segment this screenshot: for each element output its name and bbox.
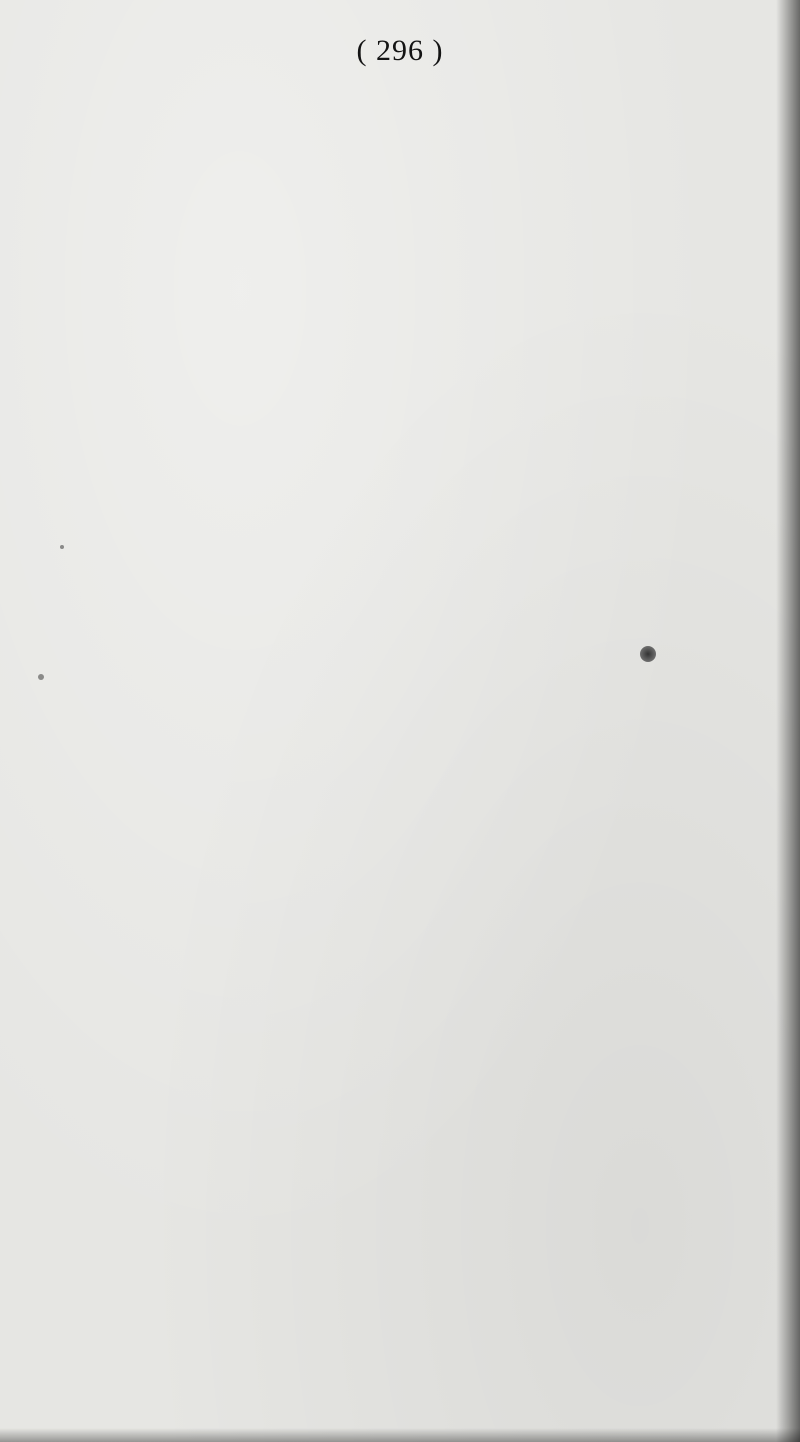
page-bottom-shadow xyxy=(0,1428,800,1442)
ink-speck xyxy=(640,646,656,662)
ink-speck xyxy=(38,674,44,680)
ink-speck xyxy=(60,545,64,549)
page-number: ( 296 ) xyxy=(356,34,444,67)
page-edge-shadow xyxy=(776,0,800,1442)
